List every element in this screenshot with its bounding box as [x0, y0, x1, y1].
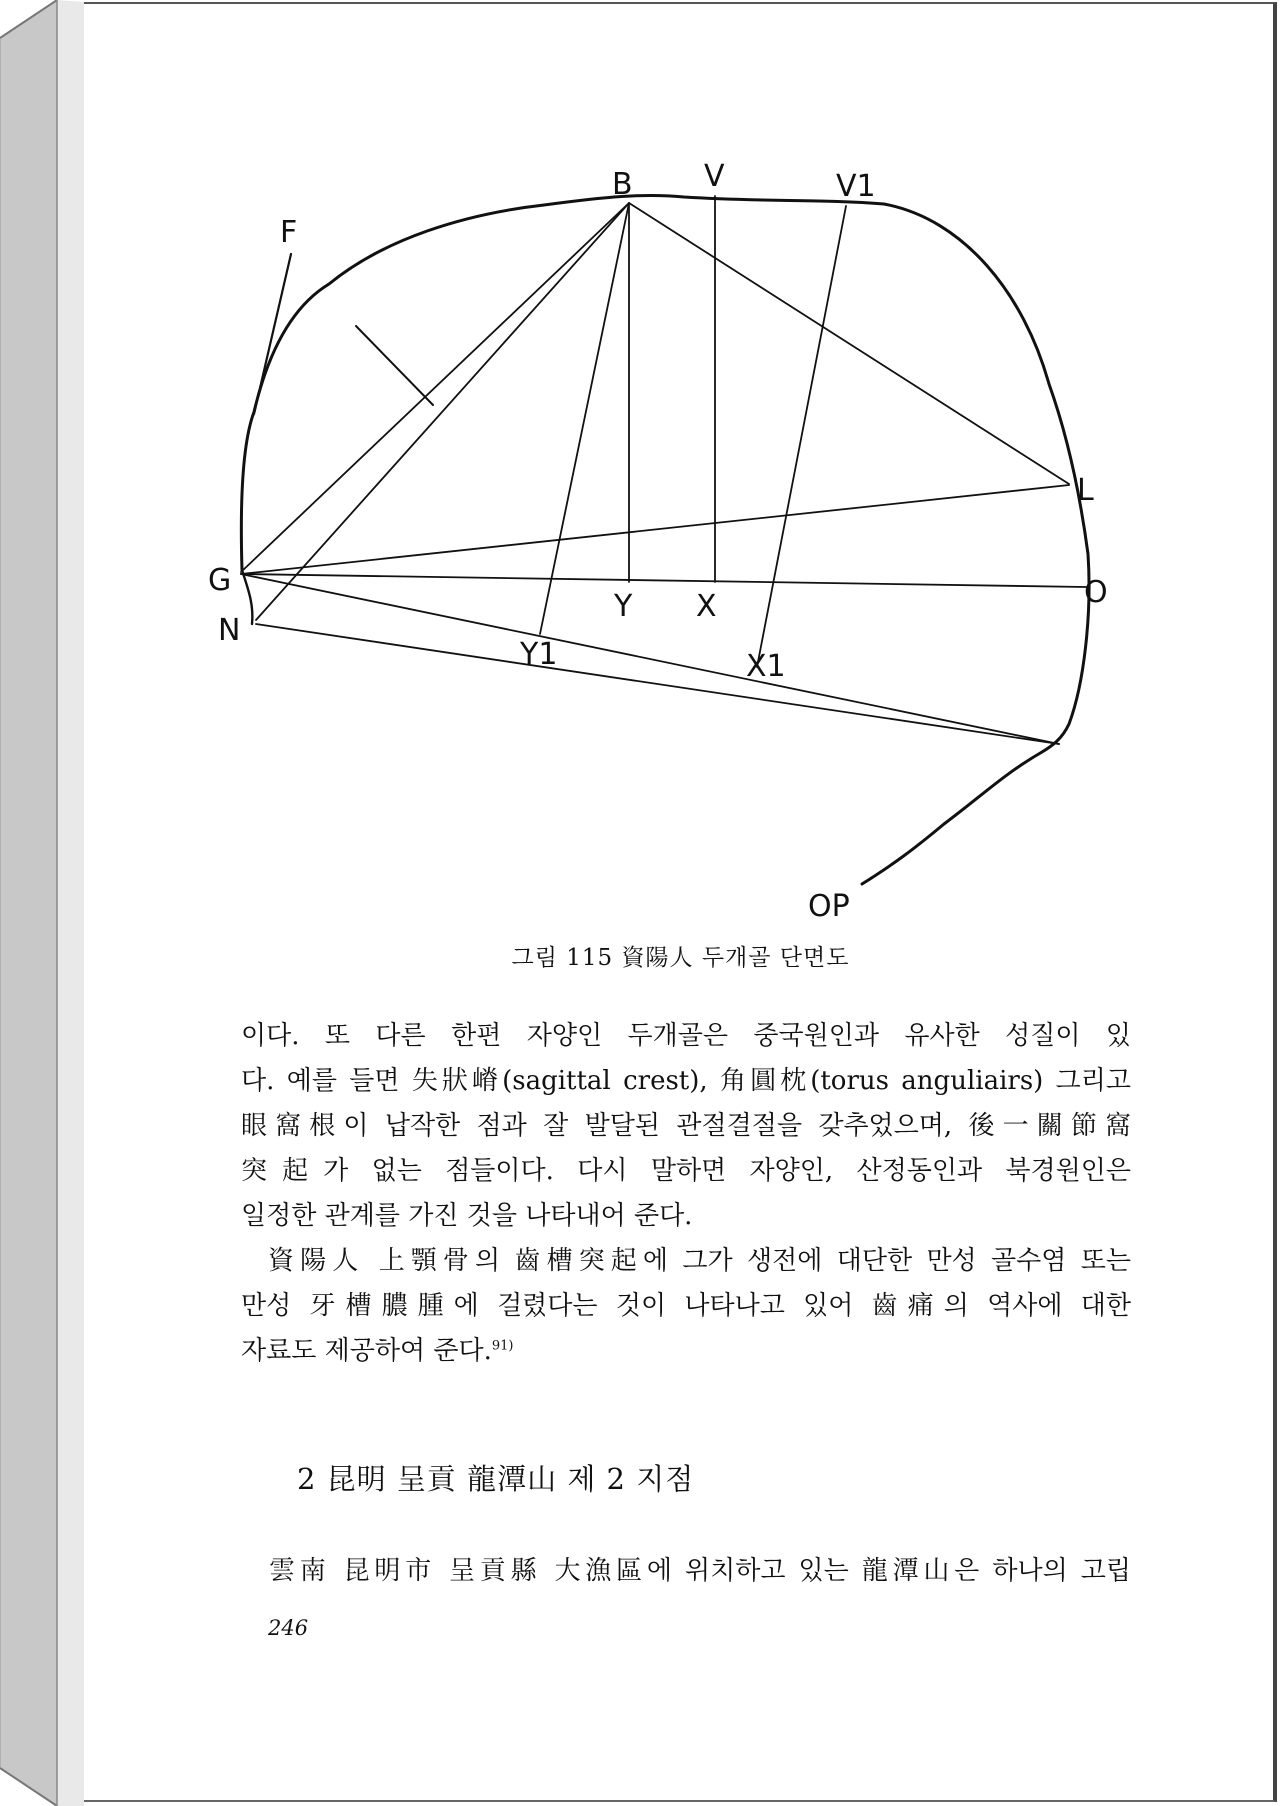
line-N-opisthion: [256, 624, 1059, 744]
text-line-with-footnote: [241, 1329, 1131, 1374]
label-N: N: [218, 613, 241, 648]
label-X: X: [696, 589, 717, 624]
paragraph-2: [241, 1239, 1131, 1374]
line-G-O: [241, 574, 1086, 587]
footnote-marker: 91): [491, 1338, 514, 1354]
line-B-L: [629, 203, 1069, 484]
label-X1: X1: [746, 649, 786, 684]
label-L: L: [1077, 473, 1094, 508]
text-line: 일정한 관계를 가진 것을 나타내어 준다.: [241, 1201, 693, 1231]
label-V1: V1: [836, 169, 876, 204]
figure-caption: 그림 115 資陽人 두개골 단면도: [511, 945, 850, 971]
skull-section-diagram: [84, 4, 1277, 934]
text-line: 突起가 없는 점들이다. 다시 말하면 자양인, 산정동인과 북경원인은: [241, 1156, 1131, 1186]
line-G-opisthion: [241, 574, 1059, 744]
skull-outline: [241, 195, 1089, 884]
line-B-Y1: [540, 203, 629, 634]
text-line: 만성 牙槽膿腫에 걸렸다는 것이 나타나고 있어 齒痛의 역사에 대한: [241, 1291, 1131, 1321]
text-line: 眼窩根이 납작한 점과 잘 발달된 관절결절을 갖추었으며, 後一關節窩: [241, 1111, 1131, 1141]
page-number: 246: [268, 1616, 309, 1640]
section-first-line: 雲南 昆明市 呈貢縣 大漁區에 위치하고 있는 龍潭山은 하나의 고립: [269, 1556, 1131, 1586]
text-line: 이다. 또 다른 한편 자양인 두개골은 중국원인과 유사한 성질이 있: [241, 1021, 1131, 1051]
line-frontal-perpendicular: [356, 326, 433, 405]
line-V1-X1: [757, 206, 846, 667]
label-G: G: [208, 563, 232, 598]
label-OP: OP: [808, 889, 850, 924]
paragraph-1: [241, 1014, 1131, 1239]
section-heading: 2 昆明 呈貢 龍潭山 제 2 지점: [297, 1462, 695, 1496]
line-B-N: [256, 203, 629, 620]
text-line: 자료도 제공하여 준다.: [241, 1336, 492, 1366]
text-line: 資陽人 上顎骨의 齒槽突起에 그가 생전에 대단한 만성 골수염 또는: [268, 1246, 1131, 1276]
book-spine: [0, 0, 84, 1806]
label-F: F: [280, 215, 298, 250]
label-V: V: [704, 159, 725, 194]
label-Y: Y: [614, 589, 633, 624]
text-line: 다. 예를 들면 失狀嵴(sagittal crest), 角圓枕(torus anguliairs) 그리고: [241, 1066, 1131, 1096]
line-B-G: [241, 203, 629, 572]
label-Y1: Y1: [520, 637, 558, 672]
book-page: [84, 2, 1277, 1802]
label-B: B: [612, 167, 633, 202]
line-F: [254, 254, 291, 414]
body-text: [241, 1014, 1131, 1374]
label-O: O: [1084, 575, 1108, 610]
